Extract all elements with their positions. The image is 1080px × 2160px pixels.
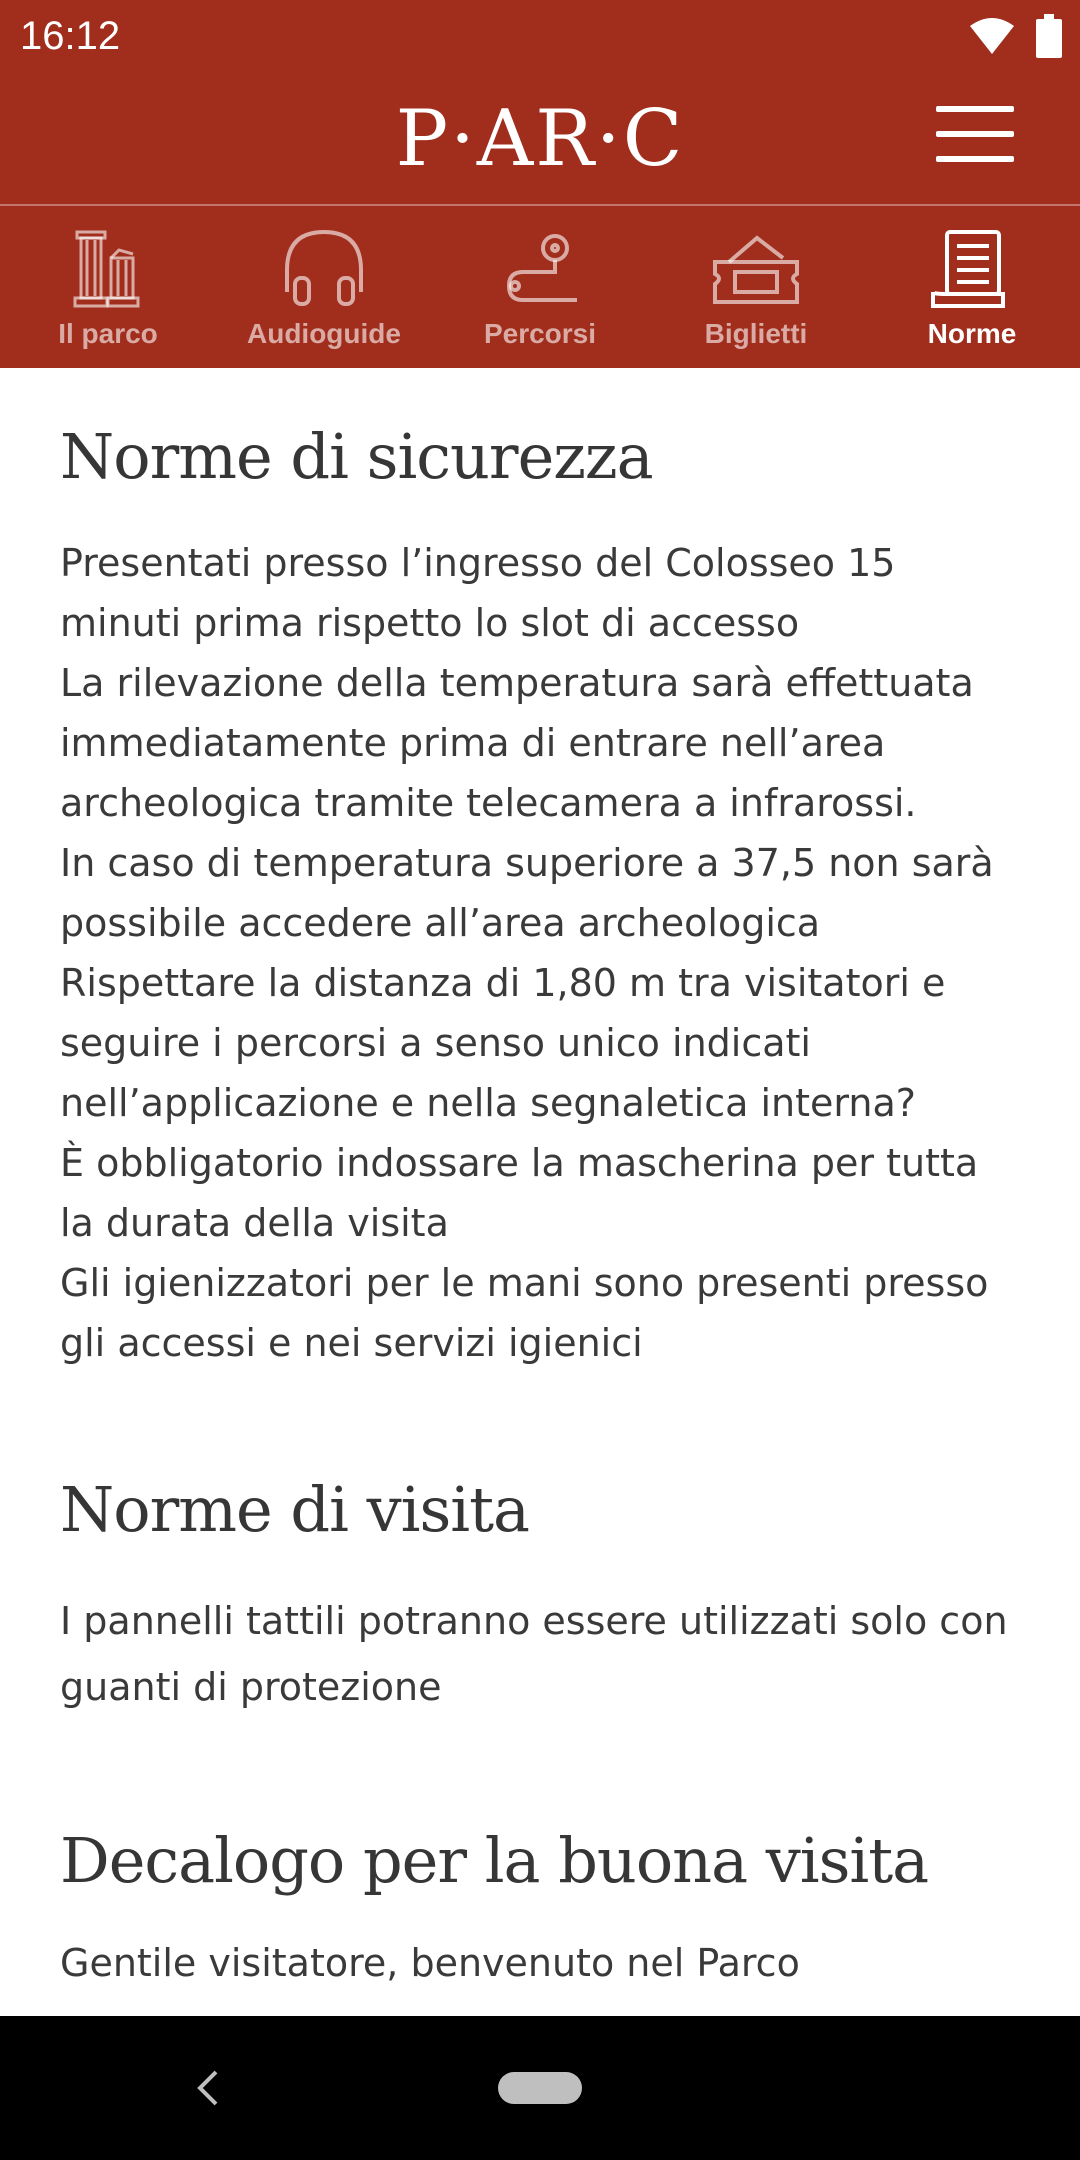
section-norme-sicurezza (60, 420, 1020, 1373)
tab-label: Biglietti (704, 318, 808, 349)
tab-label: Percorsi (483, 318, 597, 349)
tab-audioguide[interactable] (216, 206, 432, 368)
tab-percorsi[interactable] (432, 206, 648, 368)
section-title: Norme di visita (60, 1473, 530, 1546)
section-norme-visita (60, 1473, 1020, 1720)
rule-line: Rispettare la distanza di 1,80 m tra visitatori e seguire i percorsi a senso unico indicati nell’applicazione e nella segnaletica interna? (60, 961, 946, 1125)
status-time: 16:12 (20, 14, 121, 58)
section-title: Norme di sicurezza (60, 420, 653, 493)
ticket-icon (711, 226, 801, 312)
section-title: Decalogo per la buona visita (60, 1824, 929, 1897)
rule-line: La rilevazione della temperatura sarà effettuata immediatamente prima di entrare nell’area archeologica tramite telecamera a infrarossi. (60, 661, 974, 825)
rule-line: È obbligatorio indossare la mascherina per tutta la durata della visita (60, 1141, 979, 1245)
hamburger-menu-icon[interactable] (936, 106, 1014, 162)
headphones-icon (279, 226, 369, 312)
tab-label: Audioguide (247, 318, 401, 349)
tab-label: Norme (927, 318, 1017, 349)
section-decalogo (60, 1824, 1020, 1993)
parco-logo: P·AR·C (395, 94, 685, 184)
rule-line: In caso di temperatura superiore a 37,5 non sarà possibile accedere all’area archeologica (60, 841, 994, 945)
route-icon (495, 226, 585, 312)
status-bar (0, 0, 1080, 72)
rule-line: Gli igienizzatori per le mani sono presenti presso gli accessi e nei servizi igienici (60, 1261, 989, 1365)
tab-biglietti[interactable] (648, 206, 864, 368)
section-body: I pannelli tattili potranno essere utilizzati solo con guanti di protezione (60, 1599, 1008, 1709)
content-scroll-area[interactable] (60, 368, 1020, 2016)
tab-norme[interactable] (864, 206, 1080, 368)
section-body (60, 533, 1020, 1373)
wifi-icon (968, 16, 1016, 56)
back-chevron-icon[interactable] (192, 2066, 222, 2110)
document-icon (927, 226, 1017, 312)
section-body: Gentile visitatore, benvenuto nel Parco (60, 1941, 800, 1985)
app-header (0, 72, 1080, 206)
system-nav-bar (0, 2016, 1080, 2160)
battery-icon (1036, 14, 1062, 58)
columns-icon (63, 226, 153, 312)
tab-bar (0, 206, 1080, 368)
home-pill-icon[interactable] (498, 2072, 582, 2104)
tab-il-parco[interactable] (0, 206, 216, 368)
rule-line: Presentati presso l’ingresso del Colosseo 15 minuti prima rispetto lo slot di accesso (60, 541, 896, 645)
tab-label: Il parco (58, 318, 158, 349)
